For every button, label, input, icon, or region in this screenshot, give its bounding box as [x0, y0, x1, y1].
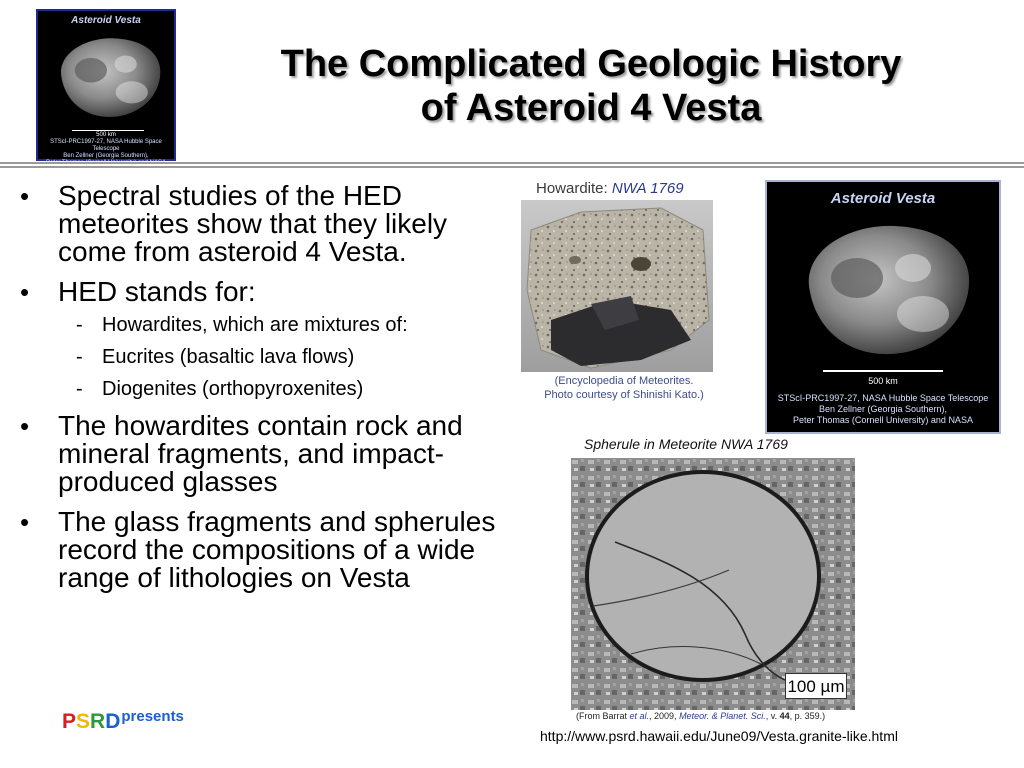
spherule-label: Spherule in Meteorite NWA 1769	[584, 436, 788, 452]
howardite-label	[536, 180, 684, 197]
sub-bullet-list	[58, 314, 510, 400]
citation-volume: 44	[779, 711, 790, 721]
title-divider	[0, 162, 1024, 164]
bullet-text: HED stands for:	[58, 276, 256, 307]
citation-text: et al.	[629, 711, 650, 721]
spherule-scale-bar: 100 µm	[785, 673, 847, 699]
sub-bullet-marker: -	[76, 314, 83, 336]
vesta-image-scale-label: 500 km	[868, 376, 898, 386]
vesta-thumbnail-scale-label: 500 km	[96, 132, 116, 138]
sub-bullet-item	[58, 314, 510, 336]
citation-journal: Meteor. & Planet. Sci.	[679, 711, 766, 721]
bullet-item	[18, 182, 510, 266]
sub-bullet-text: Diogenites (orthopyroxenites)	[102, 378, 364, 400]
vesta-asteroid-image	[50, 31, 164, 123]
citation-text: , p. 359.)	[789, 711, 826, 721]
vesta-image-scale-bar	[823, 370, 943, 372]
vesta-thumbnail-credit-line: STScI-PRC1997-27, NASA Hubble Space Telescope	[50, 139, 162, 152]
vesta-thumbnail-credit-line: Ben Zellner (Georgia Southern),	[63, 153, 149, 159]
logo-letter: R	[90, 710, 106, 733]
sub-bullet-marker: -	[76, 346, 83, 368]
howardite-label-prefix: Howardite:	[536, 180, 612, 197]
vesta-image-credit-line: Peter Thomas (Cornell University) and NASA	[793, 415, 973, 425]
citation-text: , v.	[765, 711, 780, 721]
howardite-label-name: NWA 1769	[611, 180, 684, 197]
vesta-thumbnail-scale-bar	[72, 130, 144, 131]
sub-bullet-item	[58, 378, 510, 400]
logo-letter: P	[62, 710, 77, 733]
vesta-image-credit-line: STScI-PRC1997-27, NASA Hubble Space Telescope	[777, 393, 989, 403]
vesta-image	[765, 180, 1001, 434]
slide-title-line: of Asteroid 4 Vesta	[420, 87, 762, 129]
logo-presents: presents	[121, 708, 184, 725]
bullet-text: The howardites contain rock and mineral fragments, and impact-produced glasses	[58, 410, 463, 497]
citation-text: (From Barrat	[576, 711, 630, 721]
vesta-thumbnail	[36, 9, 176, 161]
howardite-rock-photo	[521, 200, 713, 372]
bullet-marker: •	[20, 277, 30, 307]
howardite-caption	[524, 374, 724, 402]
source-url-link[interactable]: http://www.psrd.hawaii.edu/June09/Vesta.granite-like.html	[540, 728, 898, 744]
vesta-image-title: Asteroid Vesta	[830, 190, 936, 207]
bullet-text: The glass fragments and spherules record the compositions of a wide range of lithologies on Vesta	[58, 506, 496, 593]
bullet-item	[18, 508, 510, 592]
bullet-item	[18, 278, 510, 400]
title-divider	[0, 166, 1024, 168]
logo-letter: D	[105, 710, 121, 733]
vesta-thumbnail-title: Asteroid Vesta	[71, 15, 141, 26]
sub-bullet-item	[58, 346, 510, 368]
slide-title-line: The Complicated Geologic History	[280, 43, 902, 85]
sub-bullet-text: Eucrites (basaltic lava flows)	[102, 346, 355, 368]
logo-letter: S	[76, 710, 91, 733]
vesta-image-credit	[767, 393, 999, 426]
citation-text: , 2009,	[649, 711, 680, 721]
bullet-marker: •	[20, 411, 30, 441]
howardite-caption-line: (Encyclopedia of Meteorites.	[554, 375, 694, 387]
bullet-list	[18, 182, 510, 604]
howardite-caption-line: Photo courtesy of Shinishi Kato.)	[544, 389, 704, 401]
spherule-citation	[576, 711, 825, 721]
psrd-logo	[62, 708, 184, 734]
vesta-image-credit-line: Ben Zellner (Georgia Southern),	[818, 404, 948, 414]
bullet-marker: •	[20, 181, 30, 211]
sub-bullet-marker: -	[76, 378, 83, 400]
vesta-asteroid-image	[791, 214, 975, 364]
bullet-marker: •	[20, 507, 30, 537]
bullet-item	[18, 412, 510, 496]
bullet-text: Spectral studies of the HED meteorites show that they likely come from asteroid 4 Vesta.	[58, 180, 448, 267]
slide-title	[196, 42, 986, 130]
sub-bullet-text: Howardites, which are mixtures of:	[102, 314, 408, 336]
